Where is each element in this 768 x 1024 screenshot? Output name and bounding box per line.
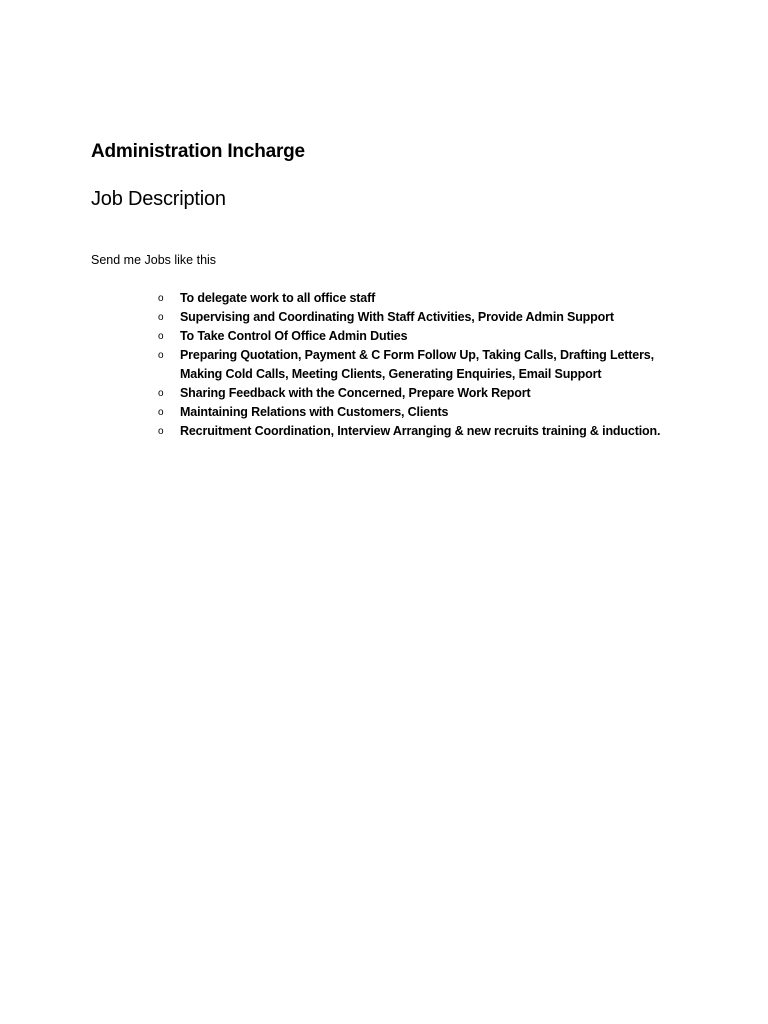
bullet-icon: o [158,407,164,418]
list-item [150,422,670,441]
send-jobs-link[interactable]: Send me Jobs like this [91,253,217,267]
duty-text: Maintaining Relations with Customers, Clients [180,405,449,419]
bullet-icon: o [158,331,164,342]
list-item [150,346,670,384]
bullet-icon: o [158,312,164,323]
duty-text: Supervising and Coordinating With Staff Activities, Provide Admin Support [180,310,614,324]
duty-text: Recruitment Coordination, Interview Arranging & new recruits training & induction. [180,424,661,438]
duty-text: Sharing Feedback with the Concerned, Prepare Work Report [180,386,531,400]
duty-text: Preparing Quotation, Payment & C Form Follow Up, Taking Calls, Drafting Letters, Making Cold Calls, Meeting Clients, Generating Enquiries, Email Support [180,348,654,381]
bullet-icon: o [158,293,164,304]
section-heading: Job Description [91,188,226,210]
list-item [150,289,670,308]
list-item [150,384,670,403]
duty-text: To delegate work to all office staff [180,291,376,305]
bullet-icon: o [158,350,164,361]
bullet-icon: o [158,426,164,437]
duty-text: To Take Control Of Office Admin Duties [180,329,408,343]
list-item [150,403,670,422]
bullet-icon: o [158,388,164,399]
job-title: Administration Incharge [91,141,305,162]
duties-list [150,289,670,441]
list-item [150,327,670,346]
list-item [150,308,670,327]
